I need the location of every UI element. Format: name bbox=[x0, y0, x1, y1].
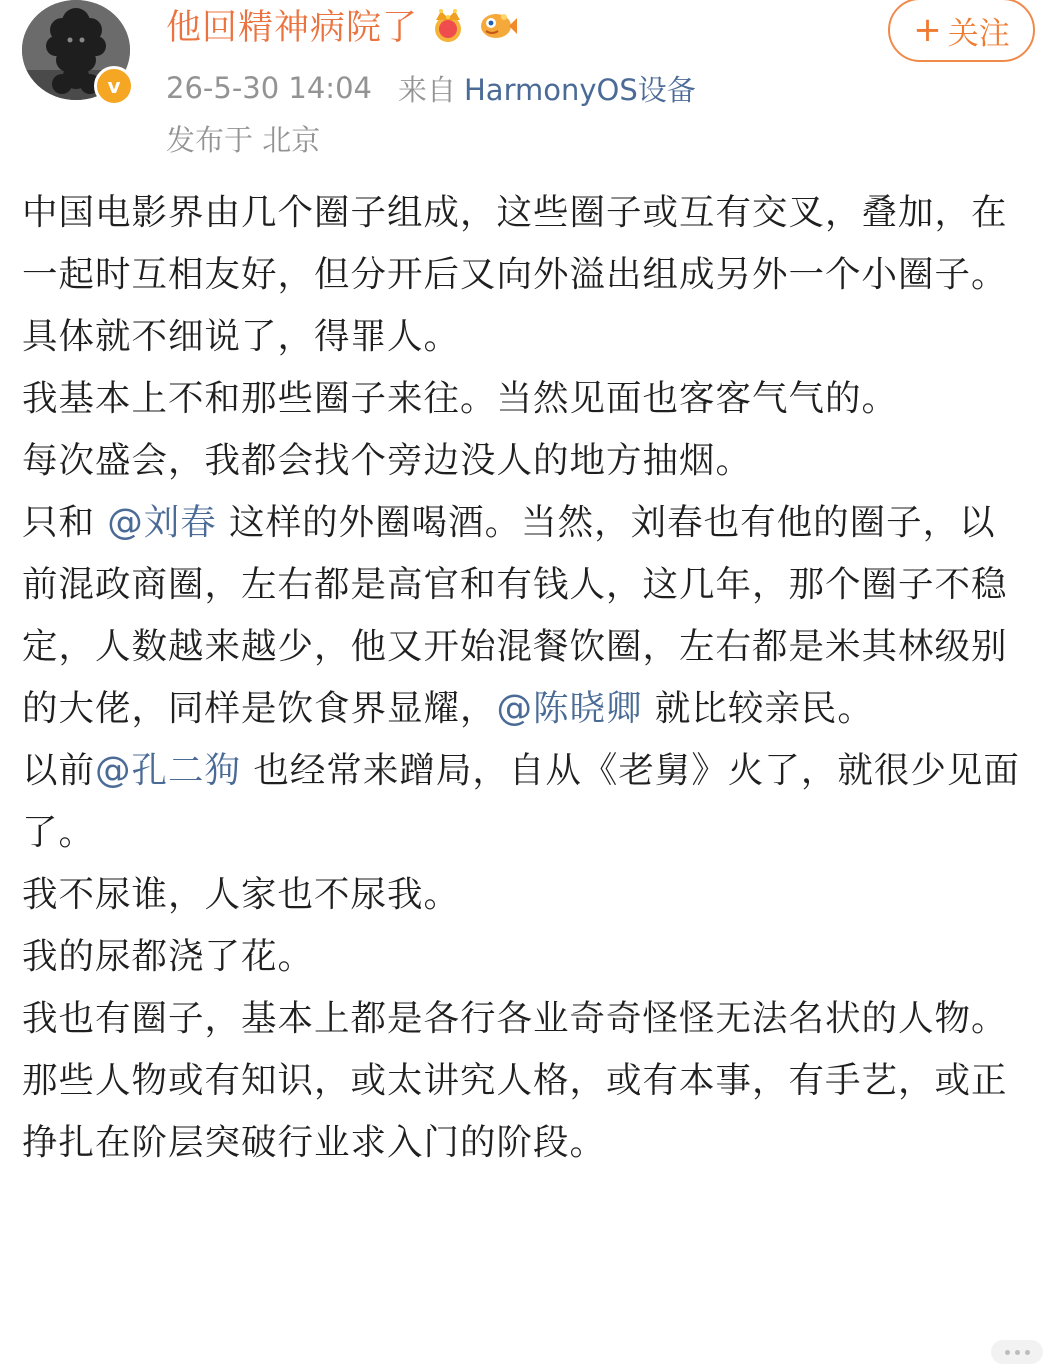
post-header bbox=[0, 0, 1049, 170]
paragraph: 我也有圈子，基本上都是各行各业奇奇怪怪无法名状的人物。 bbox=[22, 998, 1008, 1039]
paragraph: 具体就不细说了，得罪人。 bbox=[22, 316, 461, 357]
follow-button[interactable] bbox=[888, 0, 1035, 62]
post-content bbox=[22, 182, 1022, 1174]
from-label: 来自 bbox=[397, 72, 456, 107]
crown-badge-icon bbox=[428, 5, 468, 45]
paragraph: 我不尿谁，人家也不尿我。 bbox=[22, 874, 461, 915]
text-segment: 就比较亲民。 bbox=[642, 688, 874, 729]
text-segment: 这样的外圈喝酒。当然，刘春也有他的圈子，以前混政商圈，左右都是高官和有钱人，这几年，那个圈子不稳定，人数越来越少，他又开始混餐饮圈，左右都是米其林级别的大佬，同样是饮食界显耀， bbox=[22, 502, 1008, 729]
follow-label: 关注 bbox=[947, 15, 1010, 52]
mention-link-liuchun[interactable]: @刘春 bbox=[107, 502, 217, 543]
username[interactable] bbox=[166, 2, 518, 48]
paragraph bbox=[22, 492, 1022, 740]
paragraph bbox=[22, 740, 1022, 864]
mention-link-chenxiaoqing[interactable]: @陈晓卿 bbox=[496, 688, 643, 729]
text-segment: 只和 bbox=[22, 502, 108, 543]
text-segment: 也经常来蹭局，自从《老舅》火了，就很少见面了。 bbox=[22, 750, 1020, 853]
username-text: 他回精神病院了 bbox=[166, 8, 419, 48]
paragraph: 每次盛会，我都会找个旁边没人的地方抽烟。 bbox=[22, 440, 753, 481]
text-segment: 以前 bbox=[22, 750, 96, 791]
timestamp: 26-5-30 14:04 bbox=[166, 71, 372, 105]
post-location: 发布于 北京 bbox=[166, 122, 321, 157]
paragraph: 我的尿都浇了花。 bbox=[22, 936, 315, 977]
paragraph: 中国电影界由几个圈子组成，这些圈子或互有交叉，叠加，在一起时互相友好，但分开后又向外溢出组成另外一个小圈子。 bbox=[22, 192, 1008, 295]
device-source-link[interactable]: HarmonyOS设备 bbox=[464, 72, 696, 107]
post-meta bbox=[166, 68, 696, 108]
mention-link-konggou[interactable]: @孔二狗 bbox=[95, 750, 242, 791]
paragraph: 我基本上不和那些圈子来往。当然见面也客客气气的。 bbox=[22, 378, 899, 419]
fish-badge-icon bbox=[478, 5, 518, 45]
plus-icon: + bbox=[913, 10, 942, 50]
paragraph: 那些人物或有知识，或太讲究人格，或有本事，有手艺，或正挣扎在阶层突破行业求入门的阶段。 bbox=[22, 1060, 1008, 1163]
verified-badge-icon: v bbox=[94, 66, 134, 106]
more-dots-icon bbox=[991, 1340, 1043, 1364]
